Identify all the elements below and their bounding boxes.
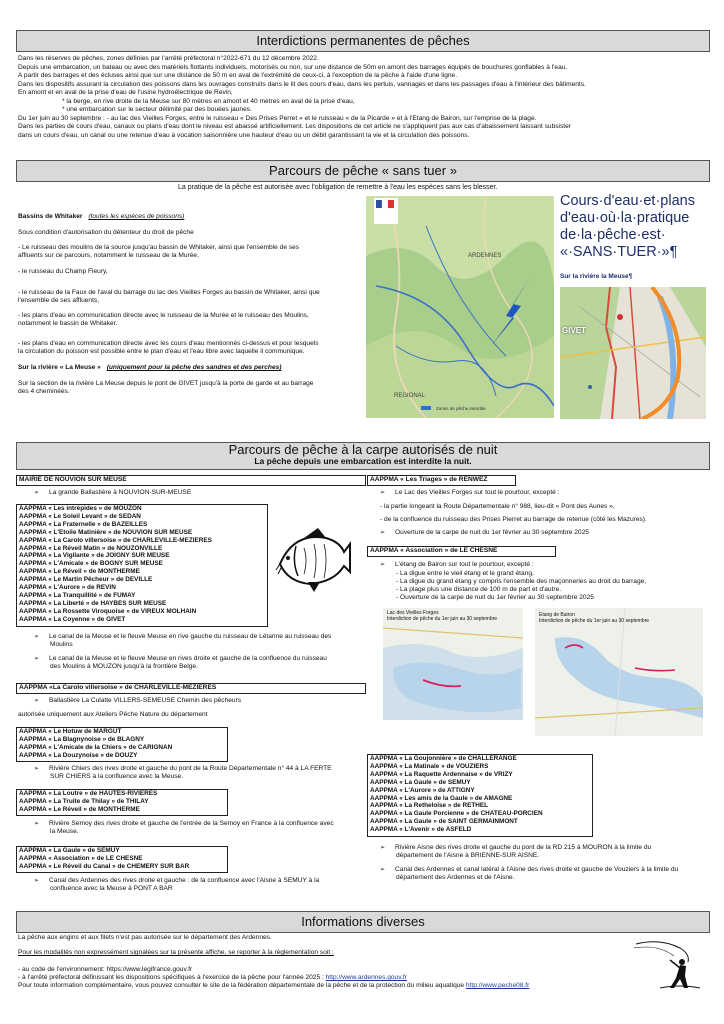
info-line: - au code de l'environnement: https://www.legifrance.gouv.fr xyxy=(18,966,193,973)
canal-item-cont: Moulins xyxy=(50,641,73,648)
aappma-entry: AAPPMA « La Fraternelle » de BAZEILLES xyxy=(19,520,148,528)
info-text: - à l'arrêté préfectoral définissant les dispositions spécifiques à l'exercice de la pêche pour l'année 2025 : xyxy=(18,974,326,981)
aappma-entry: AAPPMA « La Truite de Thilay » de THILAY xyxy=(19,797,149,805)
canal-ardennes-item-cont: confluence avec la Meuse à PONT A BAR xyxy=(50,885,173,892)
map-legend: Zones de pêche interdite xyxy=(436,406,486,411)
info-text: Pour toute information complémentaire, vous pouvez consulter le site de la fédération départementale de la pêche et de la protection du milieu aquatique xyxy=(18,982,466,989)
meuse-title xyxy=(18,364,281,372)
text-line: Du 1er juin au 30 septembre : - au lac des Vieilles Forges, entre le ruisseau « Des Prises Perret » et le ruisseau « de la Picarde » et à l'Etang de Bairon, sur l'emprise de la plage. xyxy=(18,114,537,122)
aappma-list-chiers xyxy=(16,727,228,762)
map-label: ARDENNES xyxy=(468,253,502,259)
section-title: Informations diverses xyxy=(301,914,425,929)
canal-ardennes-item: ➢ Canal des Ardennes des rives droite et gauche : de la confluence avec l'Aisne à SEMUY à la xyxy=(34,877,319,885)
whitaker-map-graphic xyxy=(366,196,554,418)
whitaker-item: - Le ruisseau des moulins de la source jusqu'au bassin de Whitaker, ainsi que l'ensemble de ses xyxy=(18,244,300,251)
text-line: dans un cours d'eau, un canal ou une retenue d'eau à vocation saisonnière une hauteur d'eau ou un débit garantissant la vie et la circulation des poissons. xyxy=(18,131,470,139)
aappma-entry: AAPPMA « La Gaule Porcienne » de CHATEAU-PORCIEN xyxy=(370,810,543,818)
chesne-header-label: AAPPMA « Association » de LE CHESNE xyxy=(370,547,498,554)
nouvion-header xyxy=(16,475,366,486)
aappma-entry: AAPPMA « La Goujonnière » de CHALLERANGE xyxy=(370,755,517,762)
map-givet-label: GIVET xyxy=(562,326,587,335)
canal-aisne-item-cont: département des Ardennes et de l'Aisne. xyxy=(396,874,515,881)
sans-tuer-intro: La pratique de la pêche est autorisée avec l'obligation de remettre à l'eau les espèces sans les blesser. xyxy=(178,184,498,191)
whitaker-title-label: Bassins de Whitaker xyxy=(18,213,83,220)
renwez-item: ➢ Le Lac des Vieilles Forges sur tout le pourtour, excepté : xyxy=(380,489,559,497)
info-line xyxy=(18,982,529,990)
meuse-label: Sur la rivière « La Meuse » xyxy=(18,364,101,371)
aisne-item: ➢ Rivière Aisne des rives droite et gauche du pont de la RD 215 à MOURON à la limite du xyxy=(380,844,651,852)
federation-link[interactable]: http://www.peche08.fr xyxy=(465,982,530,989)
aappma-entry: AAPPMA « La Gaule » de SEMUY xyxy=(19,847,120,854)
chesne-header xyxy=(367,546,556,557)
bairon-map-graphic xyxy=(535,608,703,736)
prefecture-link[interactable]: http://www.ardennes.gouv.fr xyxy=(325,974,407,981)
aappma-entry: AAPPMA « Le Réveil du Canal » de CHEMERY SUR BAR xyxy=(19,862,190,870)
aappma-entry: AAPPMA « La Raquette Ardennaise » de VRIZY xyxy=(370,770,513,778)
text-line: A partir des barrages et des écluses ainsi que sur une distance de 50 m en aval de l'extrémité de ceux-ci, à l'exception de la pêche à l'aide d'une ligne. xyxy=(18,72,458,79)
meuse-text: Sur la section de la rivière La Meuse depuis le pont de GIVET jusqu'à la porte de garde et au barrage xyxy=(18,380,314,387)
canal-item-cont: des Moulins à MOUZON jusqu'à la frontière Belge. xyxy=(50,663,198,670)
aappma-entry: AAPPMA « Association » de LE CHESNE xyxy=(19,854,143,862)
aappma-entry: AAPPMA « Les intrépides » de MOUZON xyxy=(19,505,142,512)
section-title: Parcours de pêche « sans tuer » xyxy=(269,163,457,178)
section-title: Interdictions permanentes de pêches xyxy=(256,33,470,48)
carolo-item: ➢ Ballastière La Culatte VILLERS-SEMEUSE Chemin des pêcheurs xyxy=(34,697,241,705)
aappma-entry: AAPPMA « Le Réveil » de MONTHERME xyxy=(19,805,140,813)
aappma-entry: AAPPMA « Les amis de la Gaule » de AMAGNE xyxy=(370,794,513,802)
aisne-item-cont: département de l'Aisne à BRIENNE-SUR AISNE. xyxy=(396,852,540,859)
aappma-list-semoy xyxy=(16,789,228,816)
chesne-item: ➢ L'étang de Bairon sur tout le pourtour, excepté : xyxy=(380,561,534,569)
aappma-entry: AAPPMA « La Matinale » de VOUZIERS xyxy=(370,762,489,770)
aappma-entry: AAPPMA « L'Aurore » de REVIN xyxy=(19,584,116,592)
whitaker-item: - les plans d'eau en communication directe avec les cours d'eau mentionnés ci-dessus et pour lesquels xyxy=(18,340,319,347)
aappma-entry: AAPPMA « Le Martin Pêcheur » de DEVILLE xyxy=(19,576,153,584)
renwez-item: - la partie longeant la Route Départementale n° 988, lieu-dit « Pont des Aunes », xyxy=(380,503,615,510)
whitaker-item: affluents sur ce parcours, notamment le ruisseau de la Murée, xyxy=(18,252,199,259)
bairon-map xyxy=(535,608,703,736)
canal-aisne-item: ➢ Canal des Ardennes et canal latéral à l'Aisne des rives droite et gauche de Vouziers à la limite du xyxy=(380,866,678,874)
aappma-entry: AAPPMA « L'Amicale de la Chiers » de CARIGNAN xyxy=(19,743,173,751)
text-line: En amont et en aval de la prise d'eau de l'usine hydroélectrique de Revin, xyxy=(18,89,233,96)
aappma-entry: AAPPMA « La Gaule » de SAINT GERMAINMONT xyxy=(370,818,518,826)
aappma-entry: AAPPMA « La Tranquillité » de FUMAY xyxy=(19,591,136,599)
aappma-entry: AAPPMA « La Gaule » de SEMUY xyxy=(370,778,471,786)
aappma-entry: AAPPMA « La Coyenne » de GIVET xyxy=(19,615,126,623)
text-line: Dans les parties de cours d'eau, canaux ou plans d'eau dont le niveau est abaissé artificiellement. Les dispositions de cet article ne s'appliquent pas aux cas d'abaissement laissant subsister xyxy=(18,123,572,130)
aappma-entry: AAPPMA « La Loutre » de HAUTES-RIVIERES xyxy=(19,790,158,797)
aappma-entry: AAPPMA « La Vigilante » de JOIGNY SUR MEUSE xyxy=(19,552,170,560)
whitaker-item: - le ruisseau du Champ Fleury, xyxy=(18,268,108,275)
aappma-entry: AAPPMA « Le Soleil Levant » de SEDAN xyxy=(19,512,141,520)
whitaker-map xyxy=(366,196,554,418)
vieilles-forges-map-graphic xyxy=(383,608,523,720)
aappma-entry: AAPPMA « La Liberté » de HAYBES SUR MEUSE xyxy=(19,599,167,607)
aappma-entry: AAPPMA « Le Hotuw de MARGUT xyxy=(19,728,122,735)
nouvion-header-label: MAIRIE DE NOUVION SUR MEUSE xyxy=(19,476,127,483)
vieilles-forges-map xyxy=(383,608,523,720)
whitaker-condition: Sous condition d'autorisation du détenteur du droit de pêche xyxy=(18,229,194,236)
map-title-line: «·SANS·TUER·»¶ xyxy=(560,244,678,260)
info-line: La pêche aux engins et aux filets n'est pas autorisée sur le département des Ardennes. xyxy=(18,934,272,941)
canal-item: ➢ Le canal de la Meuse et le fleuve Meuse en rive gauche du ruisseau de Létanne au ruisseau des xyxy=(34,633,331,641)
map-caption: Etang de Bairon xyxy=(539,612,575,618)
meuse-map-graphic xyxy=(560,287,706,419)
carolo-header xyxy=(16,683,366,694)
aappma-list-aisne xyxy=(367,754,593,837)
semoy-item: ➢ Rivière Semoy des rives droite et gauche de l'entrée de la Semoy en France à la confluence avec xyxy=(34,820,334,828)
fisherman-icon xyxy=(630,938,708,990)
text-line: Dans les dispositifs assurant la circulation des poissons dans les ouvrages construits dans le lit des cours d'eau, dans les pertuis, vannages et dans les passages d'eau à l'intérieur des bâtiments. xyxy=(18,80,586,88)
aappma-entry: AAPPMA « La Retheloise » de RETHEL xyxy=(370,802,489,810)
renwez-item: - de la confluence du ruisseau des Prises Pierret au barrage de retenue (côté les Mazures). xyxy=(380,516,647,523)
aappma-entry: AAPPMA « La Douzynoise » de DOUZY xyxy=(19,751,138,759)
aappma-entry: AAPPMA « La Blagnynoise » de BLAGNY xyxy=(19,735,145,743)
nouvion-item: ➢ La grande Ballastière à NOUVION-SUR-MEUSE xyxy=(34,489,191,497)
map-caption: Interdiction de pêche du 1er juin au 30 septembre xyxy=(387,616,498,622)
aappma-list-canal xyxy=(16,846,228,873)
meuse-text: des 4 cheminées. xyxy=(18,388,70,395)
renwez-item: ➢ Ouverture de la carpe de nuit du 1er février au 30 septembre 2025 xyxy=(380,529,589,537)
section-header-interdictions xyxy=(16,30,710,52)
chesne-item: - La digue entre le vieil étang et le grand étang, xyxy=(396,570,534,577)
aappma-entry: AAPPMA « L'Amicale » de BOGNY SUR MEUSE xyxy=(19,560,163,568)
chesne-item: - Ouverture de la carpe de nuit du 1er février au 30 septembre 2025 xyxy=(396,594,594,601)
section-subtitle: La pêche depuis une embarcation est interdite la nuit. xyxy=(254,456,472,466)
whitaker-item: l'ensemble de ses affluents, xyxy=(18,297,100,304)
section-header-sans-tuer xyxy=(16,160,710,182)
section-header-carpe xyxy=(16,442,710,470)
renwez-header xyxy=(367,475,516,486)
carolo-header-label: AAPPMA «La Carolo villersoise » de CHARLEVILLE-MEZIERES xyxy=(19,684,217,691)
whitaker-note: (toutes les espèces de poissons) xyxy=(88,213,185,220)
meuse-map xyxy=(560,287,706,419)
canal-item: ➢ Le canal de la Meuse et le fleuve Meuse en rives droite et gauche de la confluence du ruisseau xyxy=(34,655,327,663)
whitaker-item: la circulation du poisson est possible entre le plan d'eau et l'eau libre avec laquelle il communique. xyxy=(18,348,305,355)
whitaker-title xyxy=(18,213,184,221)
map-caption: Interdiction de pêche du 1er juin au 30 septembre xyxy=(539,618,650,624)
chiers-item-cont: SUR CHIERS à la confluence avec la Meuse. xyxy=(50,773,184,780)
aappma-entry: AAPPMA « L'Avenir » de ASFELD xyxy=(370,826,472,834)
meuse-note: (uniquement pour la pêche des sandres et des perches) xyxy=(106,364,282,371)
meuse-map-panel xyxy=(556,193,708,419)
section-title: Parcours de pêche à la carpe autorisés de nuit xyxy=(228,442,498,457)
text-line: Depuis une embarcation, un bateau ou avec des matériels flottants individuels, motorisés ou non, sur une distance de 50m en amont des barrages équipés de bouchures gonflables à l'eau. xyxy=(18,63,568,71)
map-title-line: de·la·pêche·est· xyxy=(560,227,666,243)
aappma-entry: AAPPMA « La Rossette Viroquoise » de VIREUX MOLHAIN xyxy=(19,607,197,615)
aappma-list-meuse xyxy=(16,504,268,627)
section-header-infos xyxy=(16,911,710,933)
text-line: Dans les réserves de pêches, zones définies par l'arrêté préfectoral n°2022-671 du 12 décembre 2022. xyxy=(18,55,319,62)
aappma-entry: AAPPMA « La Carolo villersoise » de CHARLEVILLE-MEZIERES xyxy=(19,536,212,544)
renwez-header-label: AAPPMA « Les Triages » de RENWEZ xyxy=(370,476,488,483)
map-title xyxy=(560,193,695,261)
aappma-entry: AAPPMA « Le Réveil » de MONTHERME xyxy=(19,568,140,576)
chesne-item: - La digue du grand étang y compris l'ensemble des maçonneries au droit du barrage, xyxy=(396,578,647,585)
whitaker-item: - les plans d'eau en communication directe avec le ruisseau de la Murée et le ruisseau des Moulins, xyxy=(18,312,309,319)
carp-illustration-icon xyxy=(274,524,352,594)
whitaker-item: notamment le bassin de Whitaker. xyxy=(18,320,118,327)
whitaker-item: - le ruisseau de la Faux de l'aval du barrage du lac des Vieilles Forges au bassin de Whitaker, ainsi que xyxy=(18,289,320,296)
map-caption: Lac des Vieilles Forges xyxy=(387,610,439,616)
semoy-item-cont: la Meuse. xyxy=(50,828,79,835)
aappma-entry: AAPPMA « L'Etoile Matinière » de NOUVION SUR MEUSE xyxy=(19,528,193,536)
aappma-entry: AAPPMA « Le Réveil Matin » de NOUZONVILLE xyxy=(19,544,163,552)
map-subtitle: Sur la rivière la Meuse¶ xyxy=(560,273,633,280)
text-line: * la berge, en rive droite de la Meuse sur 80 mètres en amont et 40 mètres en aval de la prise d'eau, xyxy=(62,97,355,105)
map-title-line: Cours·d'eau·et·plans xyxy=(560,193,695,209)
text-line: * une embarcation sur le secteur délimité par des bouées jaunes. xyxy=(62,106,252,113)
aappma-entry: AAPPMA « L'Aurore » de ATTIGNY xyxy=(370,786,475,794)
chesne-item: - La plage plus une distance de 100 m de part et d'autre. xyxy=(396,586,562,593)
info-line: Pour les modalités non expressément signalées sur la présente affiche, se reporter à la réglementation soit : xyxy=(18,949,334,956)
carolo-note: autorisée uniquement aux Ateliers Pêche Nature du département xyxy=(18,711,208,718)
chiers-item: ➢ Rivière Chiers des rives droite et gauche du pont de la Route Départementale n° 44 à LA FERTE xyxy=(34,765,332,773)
map-title-line: d'eau·où·la·pratique xyxy=(560,210,690,226)
map-label: REGIONAL xyxy=(394,393,426,399)
